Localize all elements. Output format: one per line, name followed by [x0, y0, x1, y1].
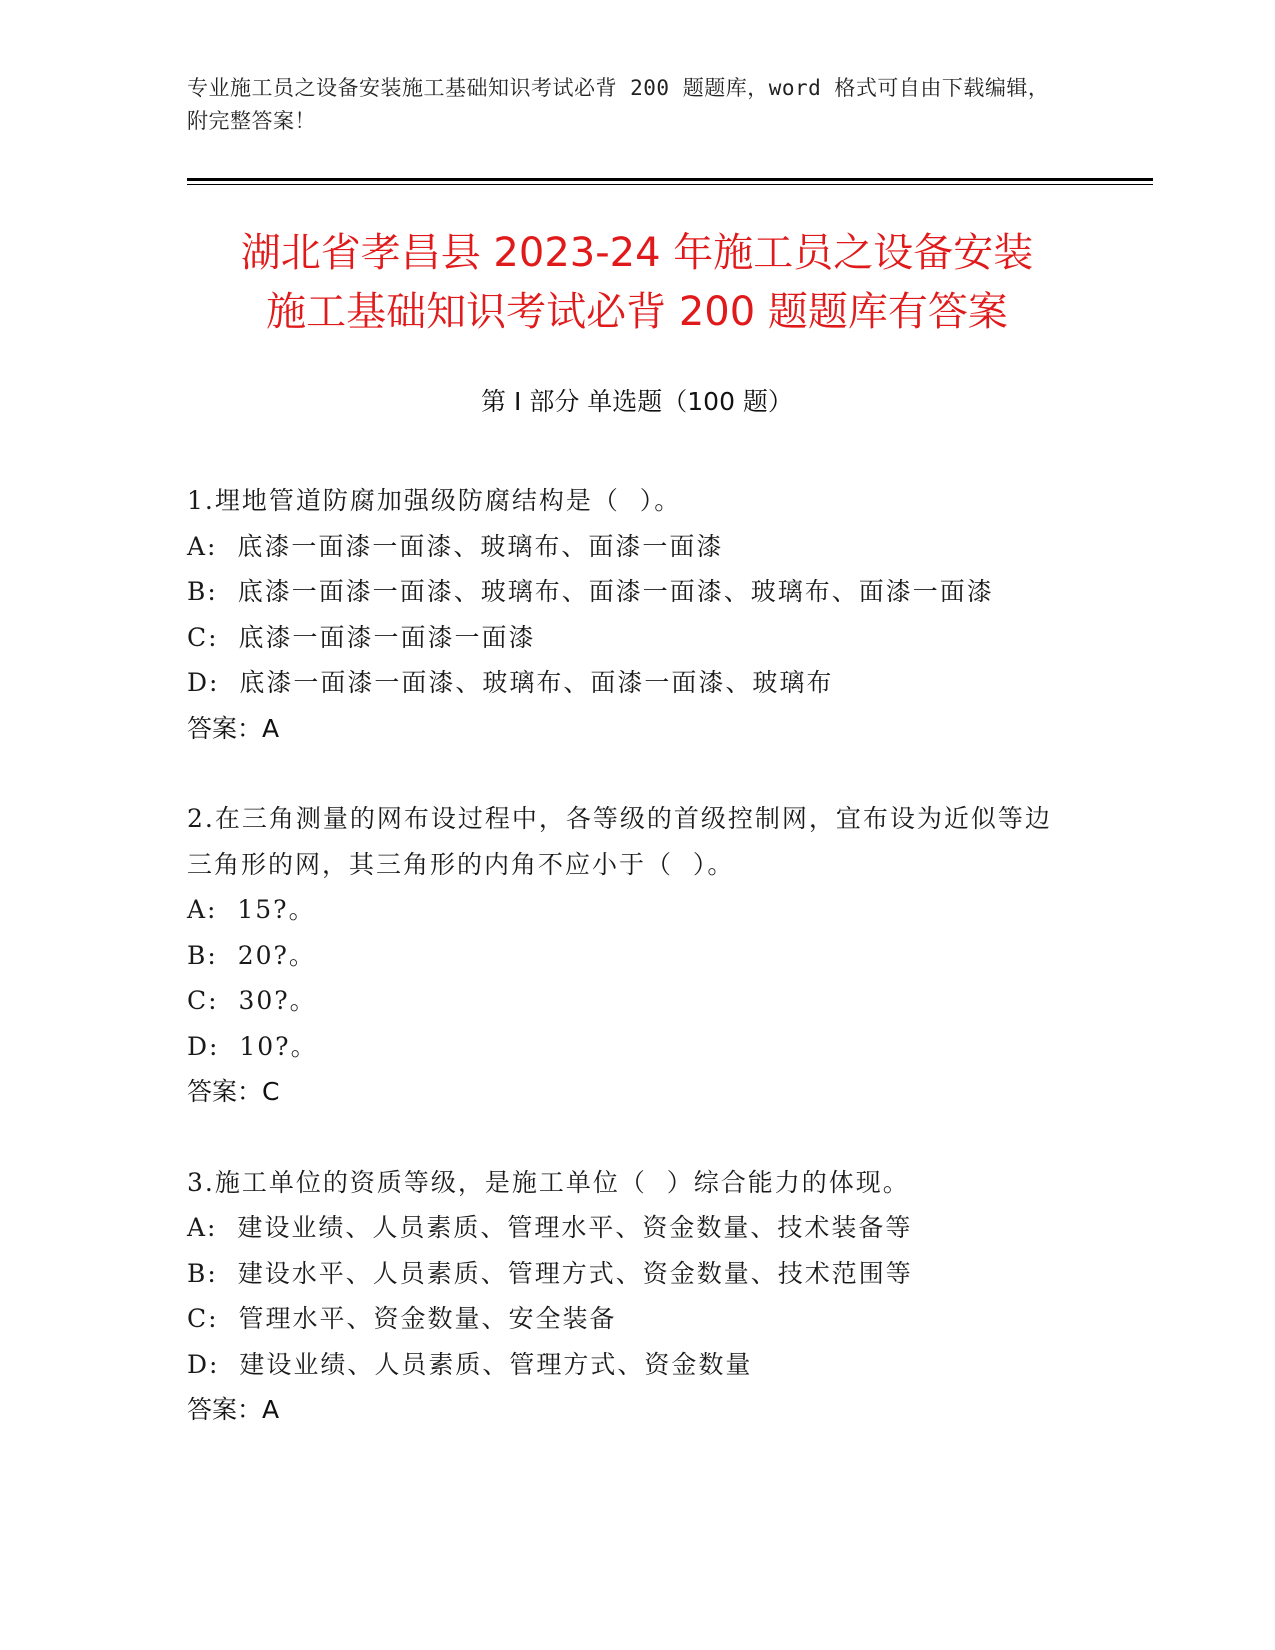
answer: 答案：C — [187, 1077, 280, 1106]
question-spacer — [187, 1115, 1067, 1160]
question-list — [187, 478, 1067, 1433]
header-divider-thin — [187, 184, 1153, 185]
option-a: A: 底漆一面漆一面漆、玻璃布、面漆一面漆 — [187, 531, 724, 561]
option-a: A: 建设业绩、人员素质、管理水平、资金数量、技术装备等 — [187, 1213, 913, 1242]
document-title — [187, 224, 1087, 342]
question-2 — [187, 796, 1067, 1115]
option-c: C: 底漆一面漆一面漆一面漆 — [187, 622, 536, 652]
option-c: C: 管理水平、资金数量、安全装备 — [187, 1304, 617, 1333]
question-stem: 2.在三角测量的网布设过程中，各等级的首级控制网，宜布设为近似等边三角形的网，其三角形的内角不应小于（ ）。 — [187, 804, 1052, 879]
question-spacer — [187, 751, 1067, 796]
option-b: B: 建设水平、人员素质、管理方式、资金数量、技术范围等 — [187, 1258, 913, 1288]
question-stem: 1.埋地管道防腐加强级防腐结构是（ ）。 — [187, 486, 682, 515]
header-divider-thick — [187, 178, 1153, 181]
header-note: 专业施工员之设备安装施工基础知识考试必背 200 题题库，word 格式可自由下载编辑，附完整答案！ — [187, 76, 1050, 133]
option-a: A: 15?。 — [187, 895, 316, 924]
option-d: D: 建设业绩、人员素质、管理方式、资金数量 — [187, 1349, 753, 1379]
answer: 答案：A — [187, 713, 280, 743]
option-d: D: 10?。 — [187, 1031, 318, 1061]
option-b: B: 底漆一面漆一面漆、玻璃布、面漆一面漆、玻璃布、面漆一面漆 — [187, 577, 994, 606]
option-b: B: 20?。 — [187, 940, 316, 970]
option-d: D: 底漆一面漆一面漆、玻璃布、面漆一面漆、玻璃布 — [187, 668, 834, 697]
question-stem: 3.施工单位的资质等级，是施工单位（ ）综合能力的体现。 — [187, 1167, 910, 1197]
section-title: 第 I 部分 单选题（100 题） — [481, 387, 793, 416]
option-c: C: 30?。 — [187, 986, 317, 1015]
answer: 答案：A — [187, 1395, 280, 1424]
document-title-line-2: 施工基础知识考试必背 200 题题库有答案 — [266, 289, 1008, 335]
document-title-line-1: 湖北省孝昌县 2023-24 年施工员之设备安装 — [240, 230, 1034, 276]
question-3 — [187, 1160, 1067, 1433]
question-1 — [187, 478, 1067, 751]
